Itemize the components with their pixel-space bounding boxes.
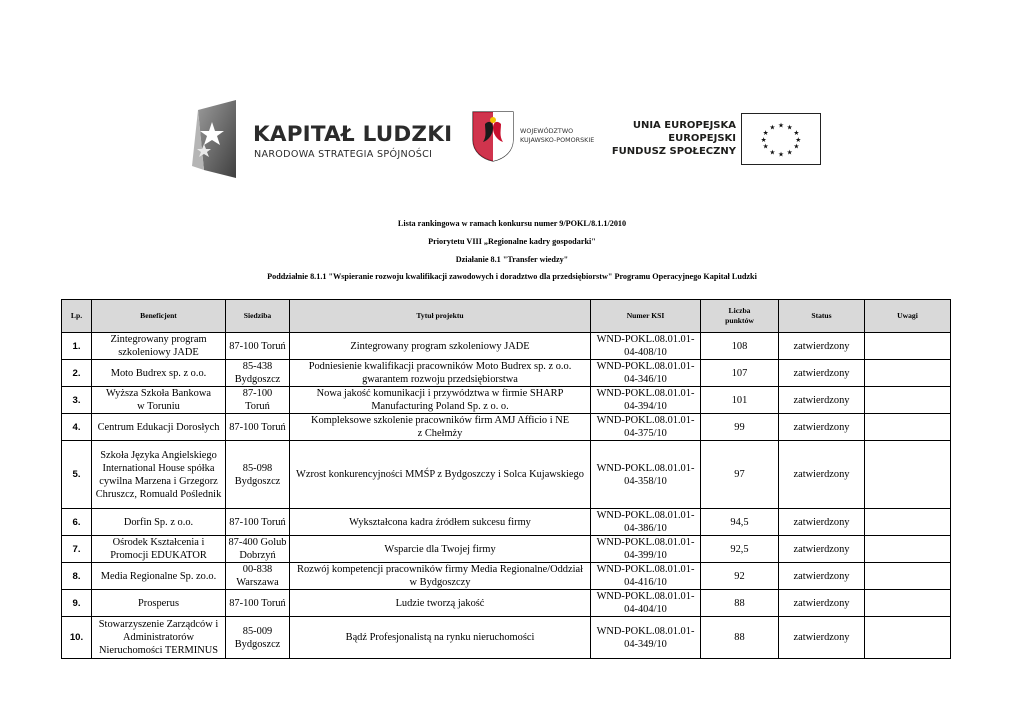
svg-text:★: ★ (786, 148, 793, 157)
table-row (62, 414, 951, 441)
col-tytul: Tytuł projektu (290, 300, 591, 333)
ranking-table (61, 299, 951, 659)
table-row (62, 590, 951, 617)
cell-beneficjent: Ośrodek Kształcenia i Promocji EDUKATOR (92, 536, 226, 563)
kapital-ludzki-logo (190, 100, 453, 178)
table-row (62, 333, 951, 360)
cell-uwagi (865, 536, 951, 563)
cell-tytul: Ludzie tworzą jakość (290, 590, 591, 617)
cell-punkty: 107 (701, 360, 779, 387)
kujawsko-pomorskie-logo (471, 110, 611, 166)
kapital-ludzki-subtitle: NARODOWA STRATEGIA SPÓJNOŚCI (254, 149, 433, 160)
cell-lp: 6. (62, 509, 92, 536)
cell-uwagi (865, 333, 951, 360)
cell-siedziba: 87-100 Toruń (226, 590, 290, 617)
ranking-list-title: Lista rankingowa w ramach konkursu numer 9/POKL/8.1.1/2010 (397, 219, 627, 228)
cell-siedziba: 85-009 Bydgoszcz (226, 617, 290, 659)
cell-numer: WND-POKL.08.01.01-04-394/10 (591, 387, 701, 414)
kapital-ludzki-star-icon (190, 100, 236, 178)
priority-heading: Priorytetu VIII „Regionalne kadry gospodarki" (428, 237, 596, 246)
cell-beneficjent: Media Regionalne Sp. zo.o. (92, 563, 226, 590)
cell-punkty: 97 (701, 441, 779, 509)
cell-status: zatwierdzony (779, 333, 865, 360)
svg-text:★: ★ (760, 135, 767, 144)
cell-numer: WND-POKL.08.01.01-04-375/10 (591, 414, 701, 441)
table-row (62, 563, 951, 590)
cell-lp: 5. (62, 441, 92, 509)
cell-uwagi (865, 360, 951, 387)
region-line1: WOJEWÓDZTWO (520, 127, 574, 135)
cell-siedziba: 85-098 Bydgoszcz (226, 441, 290, 509)
svg-text:★: ★ (795, 135, 802, 144)
cell-uwagi (865, 563, 951, 590)
eu-line2: EUROPEJSKI (668, 133, 736, 144)
eu-line3: FUNDUSZ SPOŁECZNY (611, 146, 736, 157)
eu-line1: UNIA EUROPEJSKA (632, 120, 736, 131)
cell-numer: WND-POKL.08.01.01-04-349/10 (591, 617, 701, 659)
cell-numer: WND-POKL.08.01.01-04-408/10 (591, 333, 701, 360)
table-row (62, 441, 951, 509)
cell-beneficjent: Prosperus (92, 590, 226, 617)
cell-lp: 2. (62, 360, 92, 387)
cell-beneficjent: Dorfin Sp. z o.o. (92, 509, 226, 536)
cell-punkty: 94,5 (701, 509, 779, 536)
kapital-ludzki-title: KAPITAŁ LUDZKI (253, 122, 453, 147)
cell-uwagi (865, 441, 951, 509)
cell-siedziba: 87-400 Golub Dobrzyń (226, 536, 290, 563)
region-line2: KUJAWSKO-POMORSKIE (520, 136, 595, 144)
col-beneficjent: Beneficjent (92, 300, 226, 333)
cell-beneficjent: Centrum Edukacji Dorosłych (92, 414, 226, 441)
svg-text:★: ★ (769, 123, 776, 132)
table-header-row (62, 300, 951, 333)
cell-siedziba: 87-100 Toruń (226, 509, 290, 536)
cell-status: zatwierdzony (779, 441, 865, 509)
svg-text:★: ★ (762, 129, 769, 138)
cell-lp: 9. (62, 590, 92, 617)
cell-status: zatwierdzony (779, 617, 865, 659)
cell-punkty: 88 (701, 590, 779, 617)
cell-tytul: Zintegrowany program szkoleniowy JADE (290, 333, 591, 360)
cell-uwagi (865, 414, 951, 441)
cell-lp: 4. (62, 414, 92, 441)
cell-lp: 3. (62, 387, 92, 414)
cell-punkty: 99 (701, 414, 779, 441)
cell-status: zatwierdzony (779, 387, 865, 414)
svg-text:★: ★ (762, 142, 769, 151)
svg-text:★: ★ (777, 150, 785, 159)
eu-flag-icon (741, 113, 821, 165)
cell-siedziba: 00-838 Warszawa (226, 563, 290, 590)
cell-siedziba: 87-100 Toruń (226, 333, 290, 360)
cell-status: zatwierdzony (779, 509, 865, 536)
cell-tytul: Bądź Profesjonalistą na rynku nieruchomości (290, 617, 591, 659)
kujawsko-pomorskie-text (520, 127, 594, 145)
col-liczba: Liczba punktów (701, 300, 779, 333)
cell-siedziba: 87-100 Toruń (226, 387, 290, 414)
col-numer: Numer KSI (591, 300, 701, 333)
cell-tytul: Wzrost konkurencyjności MMŚP z Bydgoszczy i Solca Kujawskiego (290, 441, 591, 509)
svg-text:★: ★ (793, 142, 800, 151)
cell-lp: 8. (62, 563, 92, 590)
cell-uwagi (865, 387, 951, 414)
cell-numer: WND-POKL.08.01.01-04-346/10 (591, 360, 701, 387)
table-row (62, 509, 951, 536)
svg-text:★: ★ (777, 121, 785, 130)
cell-uwagi (865, 617, 951, 659)
cell-status: zatwierdzony (779, 590, 865, 617)
cell-beneficjent: Szkoła Języka Angielskiego International House spółka cywilna Marzena i Grzegorz Chruszcz, Romuald Poślednik (92, 441, 226, 509)
cell-tytul: Nowa jakość komunikacji i przywództwa w firmie SHARP Manufacturing Poland Sp. z o. o. (290, 387, 591, 414)
col-uwagi: Uwagi (865, 300, 951, 333)
cell-numer: WND-POKL.08.01.01-04-358/10 (591, 441, 701, 509)
action-heading: Działanie 8.1 "Transfer wiedzy" (455, 255, 569, 264)
cell-numer: WND-POKL.08.01.01-04-416/10 (591, 563, 701, 590)
cell-status: zatwierdzony (779, 414, 865, 441)
cell-siedziba: 85-438 Bydgoszcz (226, 360, 290, 387)
table-row (62, 617, 951, 659)
cell-beneficjent: Zintegrowany program szkoleniowy JADE (92, 333, 226, 360)
cell-tytul: Rozwój kompetencji pracowników firmy Media Regionalne/Oddział w Bydgoszczy (290, 563, 591, 590)
cell-uwagi (865, 509, 951, 536)
cell-tytul: Wykształcona kadra źródłem sukcesu firmy (290, 509, 591, 536)
cell-status: zatwierdzony (779, 563, 865, 590)
svg-text:★: ★ (793, 129, 800, 138)
cell-tytul: Wsparcie dla Twojej firmy (290, 536, 591, 563)
cell-lp: 1. (62, 333, 92, 360)
eu-logo (611, 112, 828, 166)
cell-lp: 10. (62, 617, 92, 659)
cell-punkty: 92,5 (701, 536, 779, 563)
svg-text:★: ★ (769, 148, 776, 157)
cell-status: zatwierdzony (779, 536, 865, 563)
cell-punkty: 88 (701, 617, 779, 659)
cell-siedziba: 87-100 Toruń (226, 414, 290, 441)
col-siedziba: Siedziba (226, 300, 290, 333)
svg-text:★: ★ (786, 123, 793, 132)
cell-beneficjent: Stowarzyszenie Zarządców i Administratorów Nieruchomości TERMINUS (92, 617, 226, 659)
cell-lp: 7. (62, 536, 92, 563)
cell-numer: WND-POKL.08.01.01-04-399/10 (591, 536, 701, 563)
cell-numer: WND-POKL.08.01.01-04-404/10 (591, 590, 701, 617)
cell-status: zatwierdzony (779, 360, 865, 387)
col-lp: Lp. (62, 300, 92, 333)
regional-crest-icon (471, 110, 515, 162)
table-row (62, 360, 951, 387)
eu-text (612, 119, 736, 158)
cell-beneficjent: Moto Budrex sp. z o.o. (92, 360, 226, 387)
col-status: Status (779, 300, 865, 333)
cell-punkty: 92 (701, 563, 779, 590)
cell-tytul: Kompleksowe szkolenie pracowników firm AMJ Afficio i NE z Chełmży (290, 414, 591, 441)
table-row (62, 387, 951, 414)
table-row (62, 536, 951, 563)
cell-punkty: 101 (701, 387, 779, 414)
cell-numer: WND-POKL.08.01.01-04-386/10 (591, 509, 701, 536)
cell-tytul: Podniesienie kwalifikacji pracowników Moto Budrex sp. z o.o. gwarantem rozwoju przedsiębiorstwa (290, 360, 591, 387)
subaction-heading: Poddziałnie 8.1.1 "Wspieranie rozwoju kwalifikacji zawodowych i doradztwo dla przedsiębiorstw" Programu Operacyjnego Kapitał Ludzki (267, 272, 757, 281)
cell-uwagi (865, 590, 951, 617)
cell-beneficjent: Wyższa Szkoła Bankowa w Toruniu (92, 387, 226, 414)
cell-punkty: 108 (701, 333, 779, 360)
